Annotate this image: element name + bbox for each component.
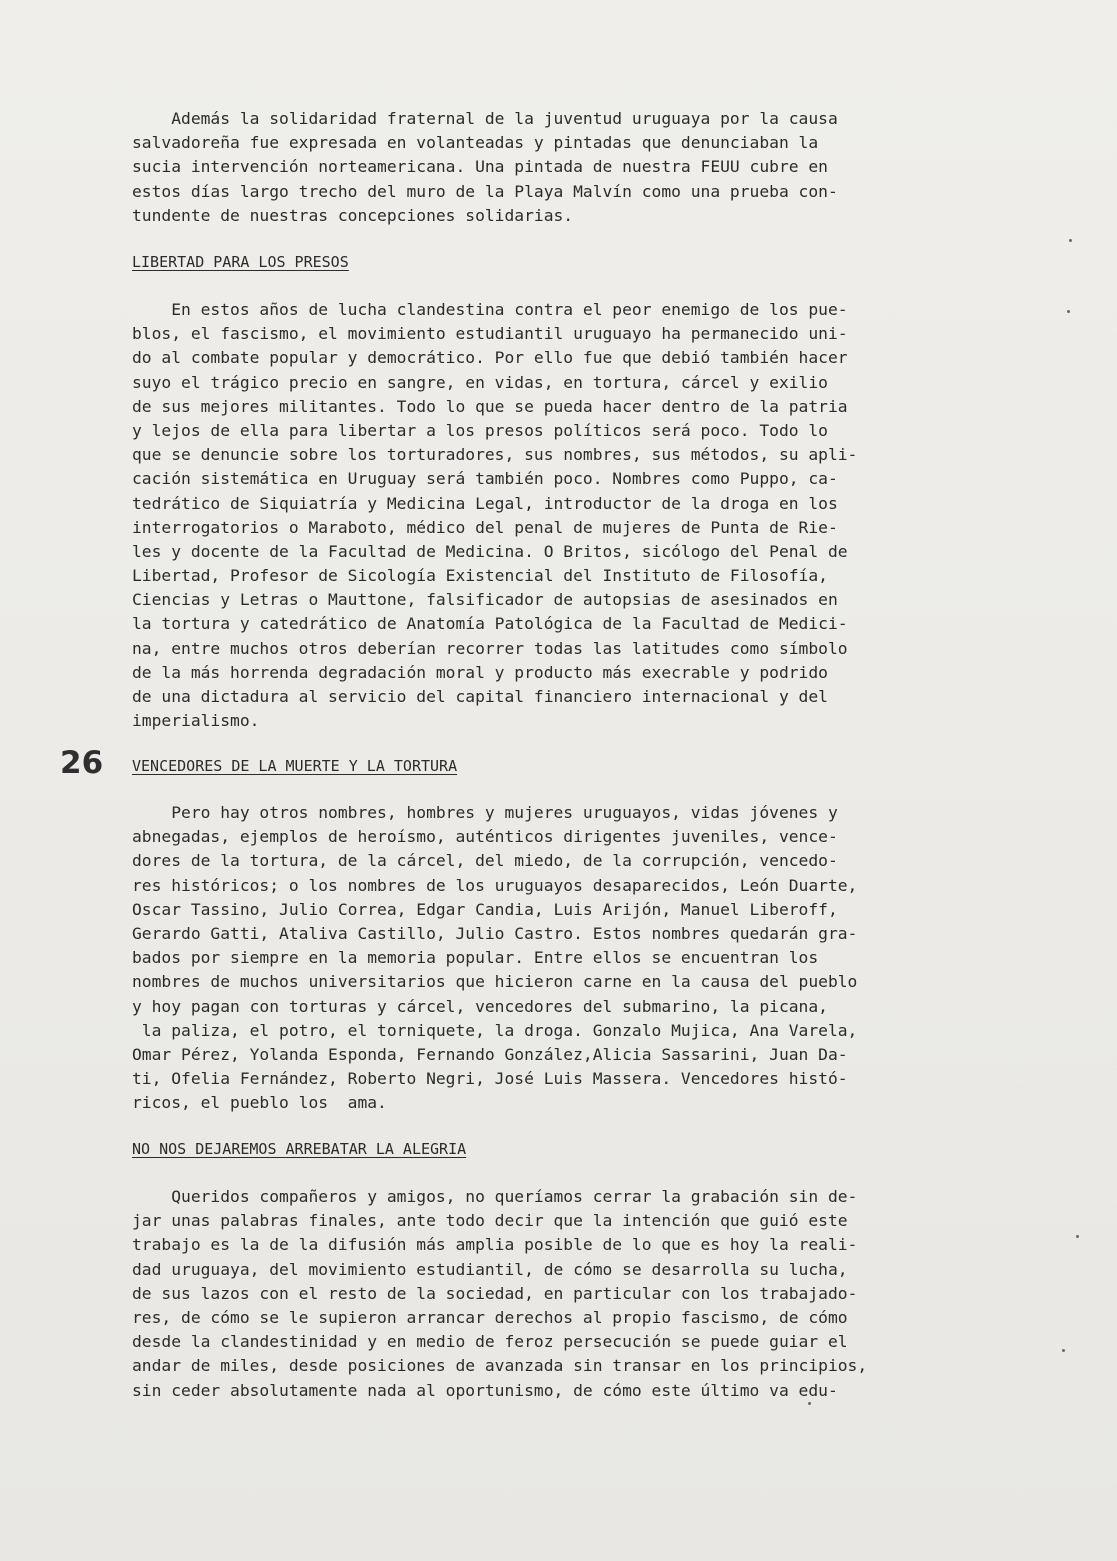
text-line: nombres de muchos universitarios que hicieron carne en la causa del pueblo <box>132 972 858 992</box>
text-line: res, de cómo se le supieron arrancar derechos al propio fascismo, de cómo <box>132 1307 848 1327</box>
text-line: la tortura y catedrático de Anatomía Patológica de la Facultad de Medici- <box>132 614 848 634</box>
scan-speck <box>1062 1349 1065 1352</box>
text-line: tedrático de Siquiatría y Medicina Legal, introductor de la droga en los <box>132 493 838 513</box>
text-line: Libertad, Profesor de Sicología Existencial del Instituto de Filosofía, <box>132 566 828 586</box>
text-line: Omar Pérez, Yolanda Esponda, Fernando González,Alicia Sassarini, Juan Da- <box>132 1044 848 1064</box>
text-line: desde la clandestinidad y en medio de feroz persecución se puede guiar el <box>132 1332 848 1352</box>
paragraph-libertad <box>132 298 1012 733</box>
scan-speck <box>1076 1235 1079 1238</box>
page-number: 26 <box>60 745 104 781</box>
text-line: de sus lazos con el resto de la sociedad, en particular con los trabajado- <box>132 1283 858 1303</box>
text-line: de una dictadura al servicio del capital financiero internacional y del <box>132 687 828 706</box>
text-line: bados por siempre en la memoria popular. Entre ellos se encuentran los <box>132 948 819 968</box>
text-line: blos, el fascismo, el movimiento estudiantil uruguayo ha permanecido uni- <box>132 324 848 344</box>
text-line: que se denuncie sobre los torturadores, sus nombres, sus métodos, su apli- <box>132 445 858 465</box>
text-line: suyo el trágico precio en sangre, en vidas, en tortura, cárcel y exilio <box>132 372 828 392</box>
text-line: la paliza, el potro, el torniquete, la droga. Gonzalo Mujica, Ana Varela, <box>132 1020 858 1040</box>
text-line: cación sistemática en Uruguay será también poco. Nombres como Puppo, ca- <box>132 469 838 489</box>
text-line: sin ceder absolutamente nada al oportunismo, de cómo este último va edu- <box>132 1380 838 1400</box>
text-line: En estos años de lucha clandestina contra el peor enemigo de los pue- <box>132 300 848 319</box>
text-line: abnegadas, ejemplos de heroísmo, auténticos dirigentes juveniles, vence- <box>132 827 838 847</box>
text-line: Queridos compañeros y amigos, no queríamos cerrar la grabación sin de- <box>132 1187 858 1206</box>
text-line: dad uruguaya, del movimiento estudiantil, de cómo se desarrolla su lucha, <box>132 1259 848 1279</box>
scan-speck <box>1069 239 1072 242</box>
paragraph-alegria <box>132 1185 1012 1403</box>
text-line: jar unas palabras finales, ante todo decir que la intención que guió este <box>132 1211 848 1231</box>
text-line: tundente de nuestras concepciones solidarias. <box>132 205 574 225</box>
section-heading-vencedores: VENCEDORES DE LA MUERTE Y LA TORTURA <box>132 757 458 775</box>
scan-speck <box>808 1402 811 1405</box>
text-line: Gerardo Gatti, Ataliva Castillo, Julio Castro. Estos nombres quedarán gra- <box>132 923 858 943</box>
text-line: trabajo es la de la difusión más amplia posible de lo que es hoy la reali- <box>132 1235 858 1255</box>
text-line: Oscar Tassino, Julio Correa, Edgar Candia, Luis Arijón, Manuel Liberoff, <box>132 899 838 919</box>
text-line: ti, Ofelia Fernández, Roberto Negri, José Luis Massera. Vencedores histó- <box>132 1069 848 1089</box>
section-heading-libertad: LIBERTAD PARA LOS PRESOS <box>132 253 349 271</box>
text-line: Pero hay otros nombres, hombres y mujeres uruguayos, vidas jóvenes y <box>132 803 838 822</box>
text-line: imperialismo. <box>132 711 260 731</box>
paragraph-vencedores <box>132 801 1012 1115</box>
text-line: les y docente de la Facultad de Medicina. O Britos, sicólogo del Penal de <box>132 541 848 561</box>
text-line: salvadoreña fue expresada en volanteadas y pintadas que denunciaban la <box>132 133 819 153</box>
paragraph-solidaridad <box>132 107 1012 228</box>
text-line: ricos, el pueblo los ama. <box>132 1093 387 1113</box>
text-line: dores de la tortura, de la cárcel, del miedo, de la corrupción, vencedo- <box>132 851 838 871</box>
text-line: Ciencias y Letras o Mauttone, falsificador de autopsias de asesinados en <box>132 590 838 610</box>
text-line: sucia intervención norteamericana. Una pintada de nuestra FEUU cubre en <box>132 157 828 177</box>
scan-speck <box>1067 310 1070 313</box>
text-line: interrogatorios o Maraboto, médico del penal de mujeres de Punta de Rie- <box>132 517 838 537</box>
text-line: de la más horrenda degradación moral y producto más execrable y podrido <box>132 662 828 682</box>
text-line: Además la solidaridad fraternal de la juventud uruguaya por la causa <box>132 109 838 128</box>
text-line: res históricos; o los nombres de los uruguayos desaparecidos, León Duarte, <box>132 875 858 895</box>
text-line: na, entre muchos otros deberían recorrer todas las latitudes como símbolo <box>132 638 848 658</box>
text-line: andar de miles, desde posiciones de avanzada sin transar en los principios, <box>132 1356 868 1376</box>
section-heading-alegria: NO NOS DEJAREMOS ARREBATAR LA ALEGRIA <box>132 1140 467 1158</box>
text-line: de sus mejores militantes. Todo lo que se pueda hacer dentro de la patria <box>132 396 848 416</box>
text-line: estos días largo trecho del muro de la Playa Malvín como una prueba con- <box>132 181 838 201</box>
text-line: y lejos de ella para libertar a los presos políticos será poco. Todo lo <box>132 420 828 440</box>
text-line: do al combate popular y democrático. Por ello fue que debió también hacer <box>132 348 848 368</box>
text-line: y hoy pagan con torturas y cárcel, vencedores del submarino, la picana, <box>132 996 828 1016</box>
